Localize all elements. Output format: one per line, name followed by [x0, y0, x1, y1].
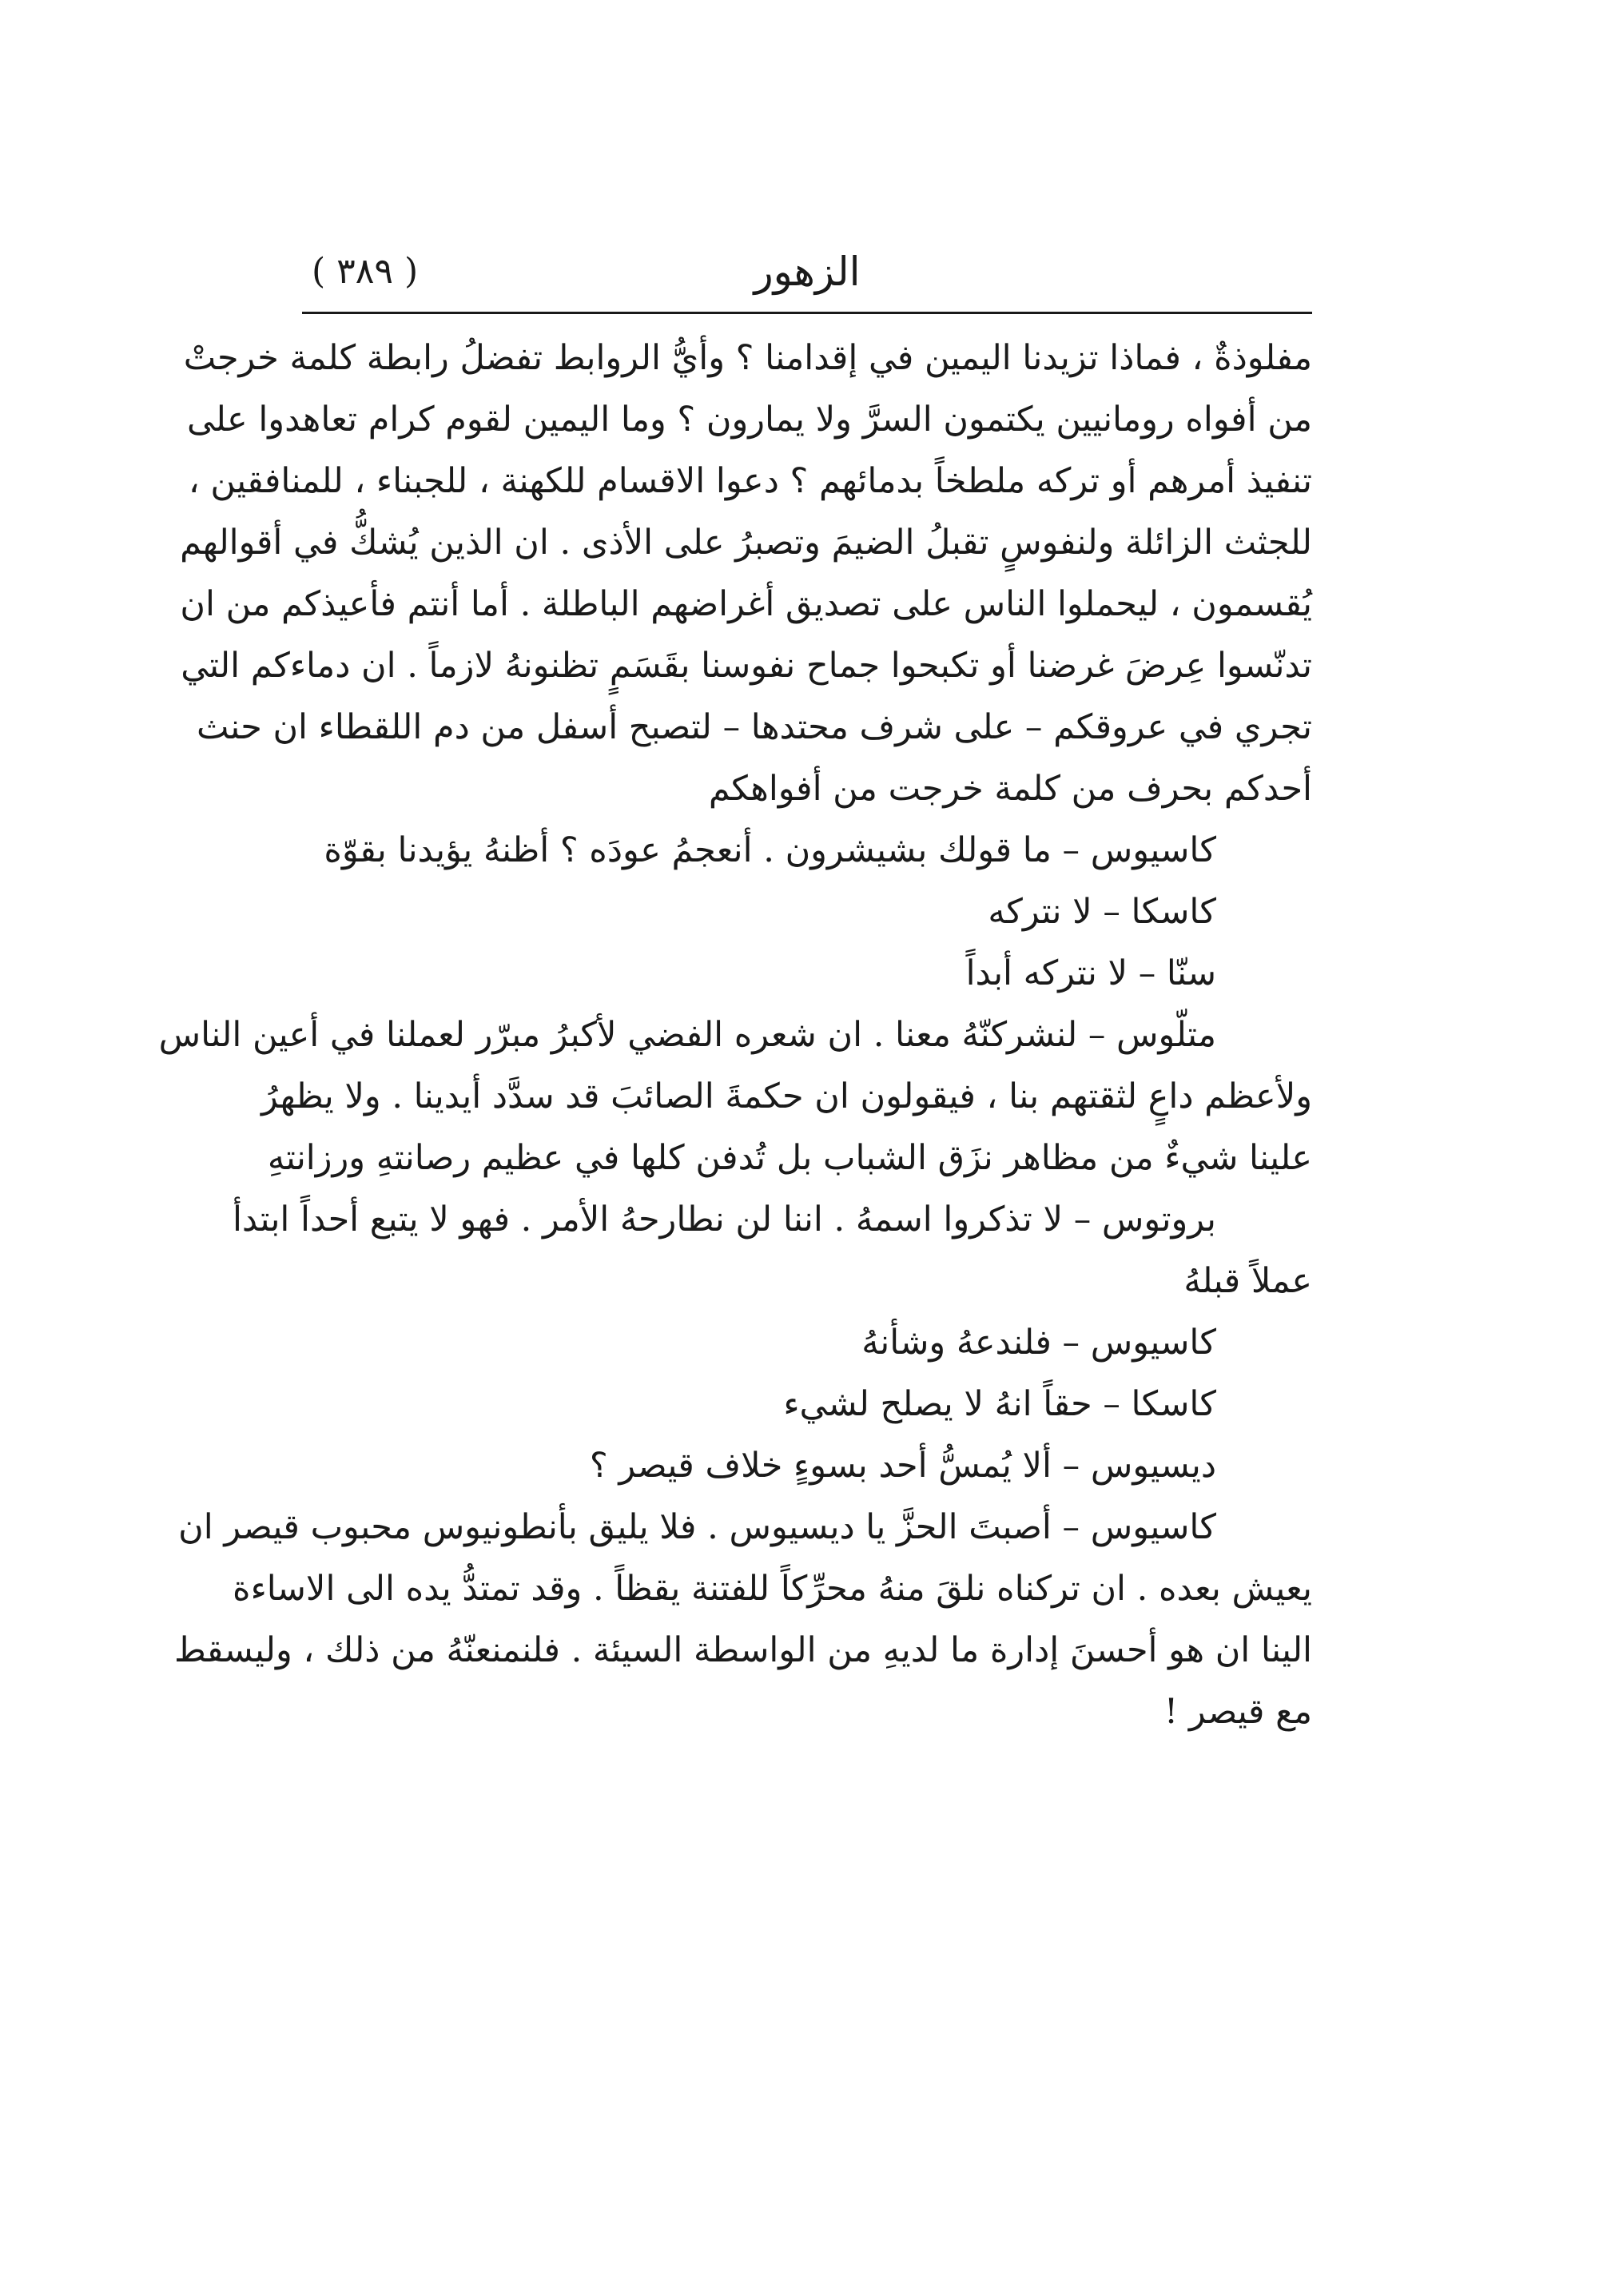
cassius-speech	[173, 1497, 1312, 1743]
text-line: يعيش بعده . ان تركناه نلقَ منهُ محرِّكاً للفتنة يقظاً . وقد تمتدُّ يده الى الاساءة	[233, 1569, 1312, 1609]
text-line: ولأعظم داعٍ لثقتهم بنا ، فيقولون ان حكمةَ الصائبَ قد سدَّد أيدينا . ولا يظهرُ	[261, 1076, 1312, 1116]
text-line: متلّوس – لنشركنّهُ معنا . ان شعره الفضي لأكبرُ مبرّر لعملنا في أعين الناس	[158, 1015, 1216, 1055]
dialogue-block	[304, 820, 1312, 1005]
text-line: مع قيصر !	[1163, 1692, 1312, 1732]
main-text	[158, 328, 1312, 1743]
page-header	[304, 240, 1311, 304]
text-line: للجثث الزائلة ولنفوسٍ تقبلُ الضيمَ وتصبرُ على الأذى . ان الذين يُشكُّ في أقوالهم	[180, 523, 1312, 563]
metellus-speech	[158, 1005, 1312, 1189]
dialogue-line: كاسيوس – ما قولك بشيشرون . أنعجمُ عودَه ؟ أظنهُ يؤيدنا بقوّة	[324, 830, 1216, 870]
text-line: أحدكم بحرف من كلمة خرجت من أفواهكم	[708, 769, 1312, 809]
text-line: الينا ان هو أحسنَ إدارة ما لديهِ من الواسطة السيئة . فلنمنعنّهُ من ذلك ، وليسقط	[173, 1630, 1312, 1670]
dialogue-line: كاسيوس – فلندعهُ وشأنهُ	[861, 1323, 1216, 1363]
dialogue-block-2	[304, 1312, 1312, 1497]
brutus-speech	[232, 1189, 1312, 1312]
opening-paragraph	[180, 328, 1312, 820]
text-line: مفلوذةٌ ، فماذا تزيدنا اليمين في إقدامنا ؟ وأيُّ الروابط تفضلُ رابطة كلمة خرجتْ	[183, 338, 1312, 378]
text-line: تجري في عروقكم – على شرف محتدها – لتصبح أسفل من دم اللقطاء ان حنث	[197, 707, 1312, 747]
text-line: علينا شيءٌ من مظاهر نزَق الشباب بل تُدفن كلها في عظيم رصانتهِ ورزانتهِ	[267, 1138, 1312, 1178]
text-line: عملاً قبلهُ	[1183, 1261, 1312, 1301]
text-line: تدنّسوا عِرضَ غرضنا أو تكبحوا جماح نفوسنا بقَسَمٍ تظنونهُ لازماً . ان دماءكم التي	[181, 646, 1312, 686]
page-number: ( ٣٨٩ )	[312, 251, 419, 292]
text-line: من أفواه رومانيين يكتمون السرَّ ولا يمارون ؟ وما اليمين لقوم كرام تعاهدوا على	[186, 400, 1312, 440]
text-line: كاسيوس – أصبتَ الحزَّ يا ديسيوس . فلا يليق بأنطونيوس محبوب قيصر ان	[178, 1507, 1216, 1547]
dialogue-line: كاسكا – لا نتركه	[988, 892, 1216, 932]
dialogue-line: سنّا – لا نتركه أبداً	[965, 953, 1216, 993]
dialogue-line: كاسكا – حقاً انهُ لا يصلح لشيء	[783, 1384, 1216, 1424]
header-rule	[302, 312, 1312, 314]
dialogue-line: ديسيوس – ألا يُمسُّ أحد بسوءٍ خلاف قيصر ؟	[589, 1446, 1216, 1486]
text-line: بروتوس – لا تذكروا اسمهُ . اننا لن نطارحهُ الأمر . فهو لا يتبع أحداً ابتدأ	[232, 1200, 1216, 1240]
running-title: الزهور	[754, 249, 861, 295]
text-line: يُقسمون ، ليحملوا الناس على تصديق أغراضهم الباطلة . أما أنتم فأعيذكم من ان	[180, 584, 1312, 624]
text-line: تنفيذ أمرهم أو تركه ملطخاً بدمائهم ؟ دعوا الاقسام للكهنة ، للجبناء ، للمنافقين ،	[188, 461, 1312, 501]
